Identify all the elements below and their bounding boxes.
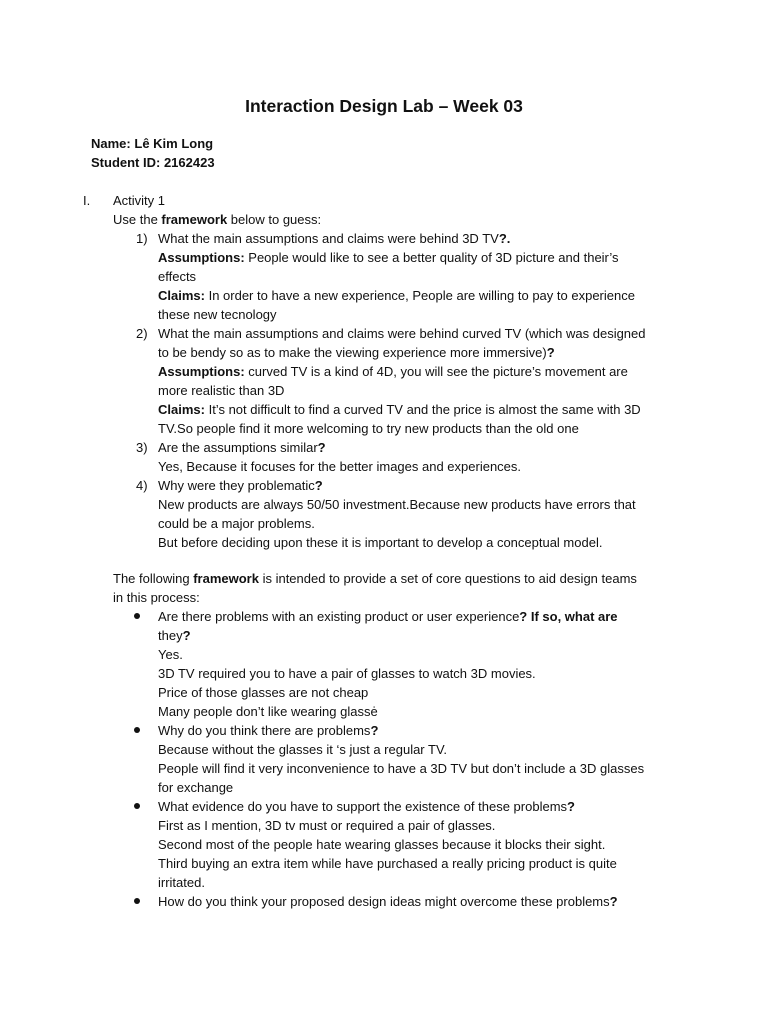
list-item (113, 721, 673, 797)
list-item (83, 476, 683, 552)
claims-text: It’s not difficult to find a curved TV and the price is almost the same with 3D (204, 402, 641, 417)
question-text: Why were they problematic? (158, 478, 323, 493)
list-item (113, 797, 673, 892)
framework-text-end: is intended to provide a set of core questions to aid design teams (258, 571, 637, 586)
question-text: What the main assumptions and claims were behind curved TV (which was designed (158, 326, 646, 341)
framework-section (113, 569, 673, 911)
answer-line: People will find it very inconvenience to have a 3D TV but don’t include a 3D glasses (158, 761, 645, 776)
student-id-line (91, 153, 215, 172)
list-item (83, 229, 683, 324)
answer-line: Second most of the people hate wearing glasses because it blocks their sight. (158, 837, 606, 852)
student-info (91, 134, 215, 172)
section-title: Activity 1 (113, 193, 166, 208)
intro-text-end: below to guess: (227, 212, 322, 227)
section-numeral: I. (83, 193, 91, 208)
question-number: 1) (136, 231, 148, 246)
answer-line: First as I mention, 3D tv must or required a pair of glasses. (158, 818, 496, 833)
list-item (113, 892, 673, 911)
answer-line: But before deciding upon these it is important to develop a conceptual model. (158, 535, 603, 550)
page-title: Interaction Design Lab – Week 03 (245, 96, 523, 116)
assumptions-line (158, 248, 683, 267)
bullet-icon (134, 727, 140, 733)
assumptions-line: effects (158, 269, 197, 284)
claims-line (158, 400, 683, 419)
answer-line: Yes, Because it focuses for the better images and experiences. (158, 459, 522, 474)
claims-line: TV.So people find it more welcoming to try new products than the old one (158, 421, 579, 436)
section-heading (83, 191, 683, 210)
intro-text: Use the (113, 212, 162, 227)
framework-intro (113, 569, 673, 588)
activity-section (83, 191, 683, 552)
framework-question: they? (158, 628, 191, 643)
name-label: Name: (91, 136, 131, 151)
assumptions-line: more realistic than 3D (158, 383, 285, 398)
student-id-value: 2162423 (163, 155, 215, 170)
answer-line: 3D TV required you to have a pair of glasses to watch 3D movies. (158, 666, 536, 681)
name-line (91, 134, 215, 153)
answer-line: irritated. (158, 875, 205, 890)
assumptions-line (158, 362, 683, 381)
claims-label: Claims: (158, 288, 205, 303)
list-item (83, 324, 683, 438)
claims-text: In order to have a new experience, People are willing to pay to experience (204, 288, 635, 303)
question-number: 2) (136, 326, 148, 341)
assumptions-label: Assumptions: (158, 250, 245, 265)
framework-bold-term: framework (193, 571, 259, 586)
answer-line: Yes. (158, 647, 183, 662)
intro-bold-term: framework (161, 212, 228, 227)
framework-question: Why do you think there are problems? (158, 723, 379, 738)
framework-question: How do you think your proposed design ideas might overcome these problems? (158, 894, 618, 909)
name-value: Lê Kim Long (134, 136, 214, 151)
question-text: Are the assumptions similar? (158, 440, 326, 455)
answer-line: Because without the glasses it ‘s just a regular TV. (158, 742, 448, 757)
assumptions-label: Assumptions: (158, 364, 245, 379)
answer-line: could be a major problems. (158, 516, 315, 531)
bullet-icon (134, 898, 140, 904)
question-text: to be bendy so as to make the viewing experience more immersive)? (158, 345, 555, 360)
assumptions-text: People would like to see a better quality of 3D picture and their’s (244, 250, 619, 265)
bullet-icon (134, 803, 140, 809)
framework-intro-line2: in this process: (113, 590, 200, 605)
bullet-icon (134, 613, 140, 619)
framework-text: The following (113, 571, 194, 586)
framework-question: What evidence do you have to support the existence of these problems? (158, 799, 575, 814)
student-id-label: Student ID: (91, 155, 161, 170)
answer-line: Price of those glasses are not cheap (158, 685, 369, 700)
answer-line: for exchange (158, 780, 234, 795)
list-item (83, 438, 683, 476)
claims-label: Claims: (158, 402, 205, 417)
framework-question: Are there problems with an existing product or user experience? If so, what are (158, 609, 618, 624)
claims-line: these new tecnology (158, 307, 277, 322)
answer-line: Many people don’t like wearing glassė (158, 704, 378, 719)
answer-line: Third buying an extra item while have purchased a really pricing product is quite (158, 856, 617, 871)
answer-line: New products are always 50/50 investment.Because new products have errors that (158, 497, 636, 512)
list-item (113, 607, 673, 721)
framework-question-list (113, 607, 673, 911)
question-list (83, 229, 683, 552)
question-number: 4) (136, 478, 148, 493)
question-text: What the main assumptions and claims were behind 3D TV?. (158, 231, 511, 246)
claims-line (158, 286, 683, 305)
section-intro (83, 210, 683, 229)
question-number: 3) (136, 440, 148, 455)
assumptions-text: curved TV is a kind of 4D, you will see the picture’s movement are (244, 364, 628, 379)
